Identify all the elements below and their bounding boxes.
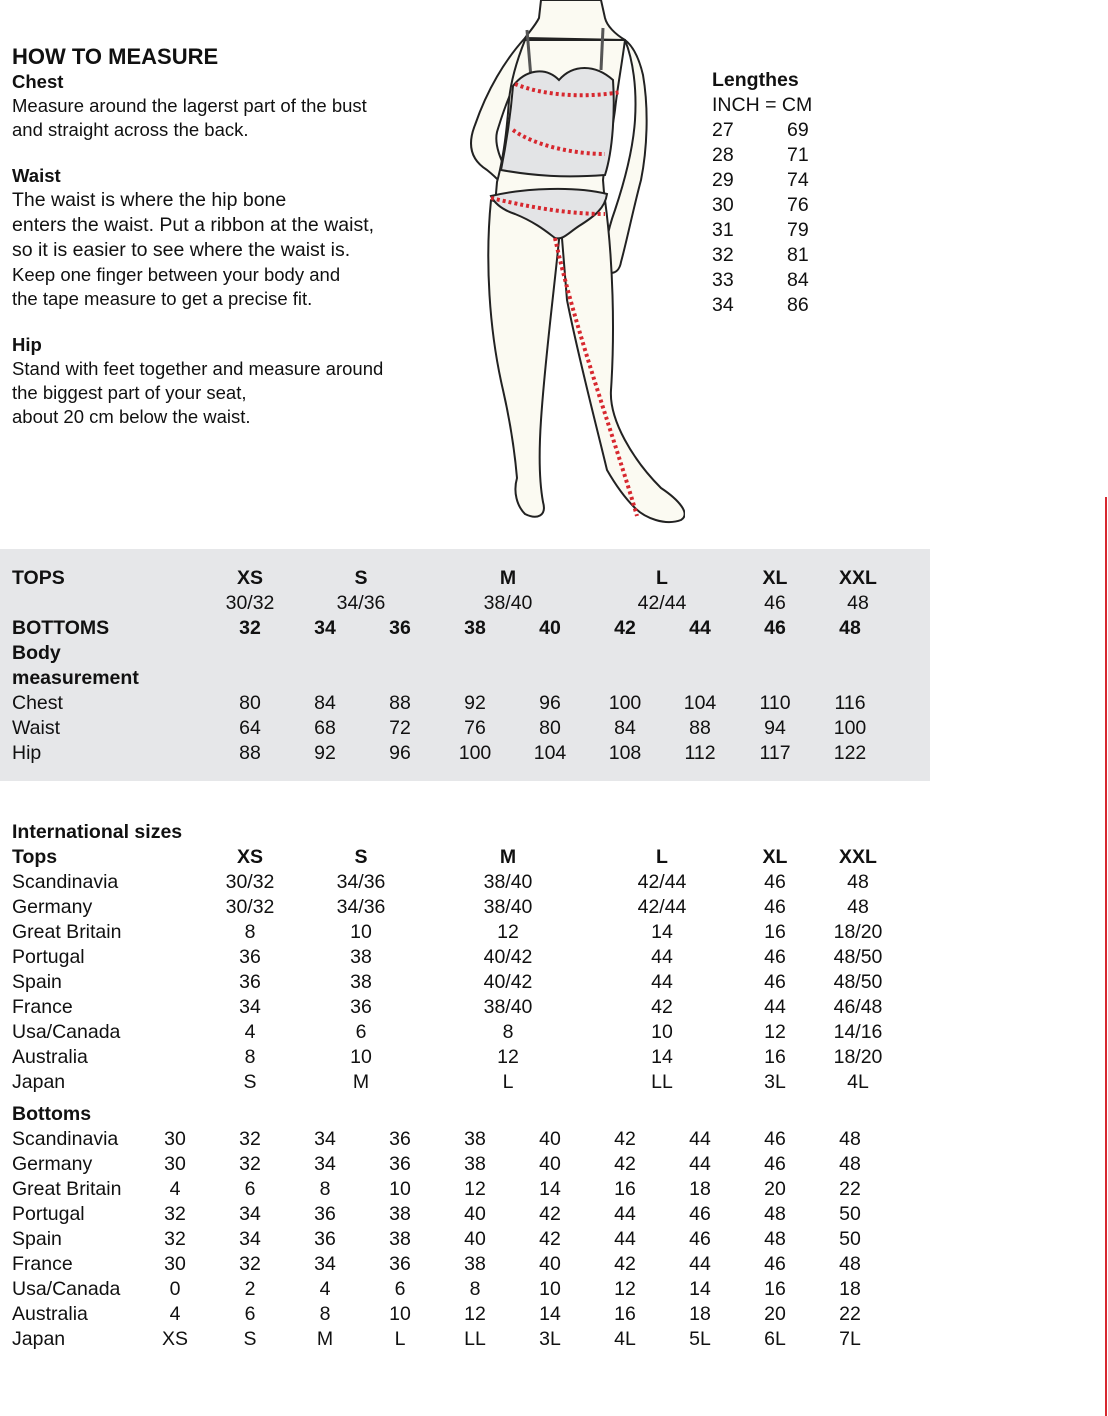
- cm-value: 69: [787, 119, 809, 141]
- measurement-cell: 108: [608, 742, 642, 764]
- intl-bottoms-cell: 30: [164, 1153, 186, 1175]
- country-label: Germany: [12, 896, 93, 918]
- intl-bottoms-cell: 14: [539, 1178, 561, 1200]
- inch-value: 33: [712, 269, 734, 291]
- intl-bottoms-cell: 32: [239, 1128, 261, 1150]
- intl-bottoms-cell: 12: [464, 1303, 486, 1325]
- tops-size-number: 46: [764, 592, 786, 614]
- intl-tops-cell: 34/36: [336, 896, 386, 918]
- instruction-line: the tape measure to get a precise fit.: [12, 288, 313, 309]
- country-label: Spain: [12, 971, 62, 993]
- measurement-cell: 64: [239, 717, 261, 739]
- measurement-cell: 88: [239, 742, 261, 764]
- bottoms-size-header: 38: [464, 617, 486, 639]
- intl-tops-cell: 36: [239, 946, 261, 968]
- intl-bottoms-cell: 16: [614, 1303, 636, 1325]
- inch-value: 28: [712, 144, 734, 166]
- instruction-line: Keep one finger between your body and: [12, 264, 341, 285]
- hip-instructions: [12, 333, 472, 429]
- intl-bottoms-cell: 38: [389, 1228, 411, 1250]
- measurement-cell: 100: [833, 717, 867, 739]
- intl-bottoms-cell: 46: [764, 1153, 786, 1175]
- intl-bottoms-cell: 30: [164, 1128, 186, 1150]
- measurement-cell: 116: [834, 692, 866, 714]
- country-label: France: [12, 996, 73, 1018]
- intl-tops-cell: 12: [497, 1046, 519, 1068]
- intl-bottoms-cell: 36: [389, 1253, 411, 1275]
- intl-bottoms-cell: 12: [614, 1278, 636, 1300]
- intl-bottoms-cell: 42: [614, 1153, 636, 1175]
- instruction-line: and straight across the back.: [12, 119, 249, 140]
- tops-label: TOPS: [12, 567, 65, 589]
- country-label: Great Britain: [12, 1178, 122, 1200]
- country-label: Usa/Canada: [12, 1278, 121, 1300]
- intl-bottoms-cell: 44: [614, 1203, 636, 1225]
- intl-tops-cell: 38/40: [483, 871, 533, 893]
- intl-tops-cell: 44: [764, 996, 786, 1018]
- intl-tops-cell: 42: [651, 996, 673, 1018]
- country-label: France: [12, 1253, 73, 1275]
- cm-value: 86: [787, 294, 809, 316]
- intl-tops-cell: 46: [764, 946, 786, 968]
- body-figure-illustration: [455, 0, 685, 530]
- country-label: Usa/Canada: [12, 1021, 121, 1043]
- intl-bottoms-cell: 12: [464, 1178, 486, 1200]
- inch-value: 29: [712, 169, 734, 191]
- intl-bottoms-cell: 44: [614, 1228, 636, 1250]
- intl-bottoms-cell: 46: [764, 1128, 786, 1150]
- intl-bottoms-cell: 22: [839, 1303, 861, 1325]
- intl-bottoms-cell: 16: [764, 1278, 786, 1300]
- intl-bottoms-cell: 8: [319, 1303, 331, 1325]
- bottoms-size-header: 40: [539, 617, 561, 639]
- international-title: International sizes: [12, 821, 183, 843]
- intl-bottoms-cell: 18: [839, 1278, 861, 1300]
- measurement-cell: 80: [239, 692, 261, 714]
- intl-bottoms-cell: 30: [164, 1253, 186, 1275]
- measurement-cell: 104: [683, 692, 717, 714]
- intl-bottoms-cell: 48: [839, 1253, 861, 1275]
- intl-bottoms-cell: 32: [239, 1253, 261, 1275]
- intl-bottoms-cell: 14: [689, 1278, 711, 1300]
- bottoms-size-header: 44: [689, 617, 711, 639]
- intl-tops-cell: 18/20: [833, 921, 883, 943]
- intl-tops-cell: S: [243, 1071, 257, 1093]
- intl-bottoms-cell: 46: [689, 1203, 711, 1225]
- intl-tops-cell: 34/36: [336, 871, 386, 893]
- lengths-row: [712, 118, 812, 143]
- intl-tops-cell: 8: [244, 921, 256, 943]
- bottoms-label: BOTTOMS: [12, 617, 110, 639]
- intl-bottoms-cell: 34: [314, 1128, 336, 1150]
- tops-size-number: 34/36: [336, 592, 386, 614]
- intl-tops-cell: 42/44: [637, 896, 687, 918]
- intl-bottoms-cell: 10: [539, 1278, 561, 1300]
- lengths-row: [712, 168, 812, 193]
- intl-tops-size-header: XS: [236, 846, 263, 868]
- cm-value: 81: [787, 244, 809, 266]
- intl-bottoms-cell: 14: [539, 1303, 561, 1325]
- country-label: Japan: [12, 1071, 66, 1093]
- cm-value: 84: [787, 269, 809, 291]
- intl-tops-cell: 12: [764, 1021, 786, 1043]
- intl-tops-cell: 38: [350, 971, 372, 993]
- country-label: Japan: [12, 1328, 66, 1350]
- chest-instructions: [12, 70, 472, 142]
- intl-bottoms-cell: 40: [539, 1128, 561, 1150]
- intl-tops-cell: 4: [244, 1021, 256, 1043]
- intl-bottoms-cell: 4L: [614, 1328, 636, 1350]
- bottoms-size-header: 32: [239, 617, 261, 639]
- lengths-row: [712, 218, 812, 243]
- intl-bottoms-cell: 6: [244, 1178, 256, 1200]
- intl-bottoms-cell: 20: [764, 1303, 786, 1325]
- tops-size-number: 48: [847, 592, 869, 614]
- intl-tops-cell: 48/50: [833, 971, 883, 993]
- measurement-cell: 92: [464, 692, 486, 714]
- intl-tops-cell: 46: [764, 971, 786, 993]
- intl-tops-cell: 44: [651, 946, 673, 968]
- intl-bottoms-cell: 2: [244, 1278, 256, 1300]
- cm-value: 74: [787, 169, 809, 191]
- waist-instructions: [12, 164, 472, 311]
- intl-bottoms-cell: 6: [394, 1278, 406, 1300]
- tops-size-number: 30/32: [225, 592, 275, 614]
- cm-value: 79: [787, 219, 809, 241]
- country-label: Australia: [12, 1046, 88, 1068]
- measurement-cell: 94: [764, 717, 786, 739]
- intl-bottoms-cell: 32: [164, 1203, 186, 1225]
- measurement-cell: 100: [458, 742, 492, 764]
- measurement-row-label: Hip: [12, 742, 42, 764]
- intl-tops-size-header: L: [656, 846, 668, 868]
- tops-size-header: M: [499, 567, 517, 589]
- intl-bottoms-cell: 38: [464, 1128, 486, 1150]
- intl-bottoms-cell: 44: [689, 1153, 711, 1175]
- intl-tops-cell: 14: [651, 921, 673, 943]
- red-border-line: [1105, 497, 1107, 1416]
- intl-bottoms-cell: 7L: [839, 1328, 861, 1350]
- intl-tops-cell: 4L: [847, 1071, 869, 1093]
- instruction-line: Stand with feet together and measure around: [12, 358, 384, 379]
- intl-bottoms-cell: 32: [164, 1228, 186, 1250]
- intl-bottoms-cell: 46: [689, 1228, 711, 1250]
- measurement-cell: 122: [833, 742, 867, 764]
- intl-bottoms-cell: 36: [389, 1153, 411, 1175]
- country-label: Scandinavia: [12, 1128, 119, 1150]
- measurement-cell: 92: [314, 742, 336, 764]
- country-label: Portugal: [12, 1203, 85, 1225]
- bottoms-size-header: 42: [614, 617, 636, 639]
- intl-bottoms-cell: 34: [239, 1203, 261, 1225]
- intl-tops-cell: 18/20: [833, 1046, 883, 1068]
- intl-bottoms-cell: 4: [169, 1303, 181, 1325]
- intl-bottoms-cell: 6L: [764, 1328, 786, 1350]
- intl-tops-size-header: XL: [762, 846, 788, 868]
- intl-bottoms-cell: 6: [244, 1303, 256, 1325]
- intl-bottoms-cell: 34: [239, 1228, 261, 1250]
- inch-value: 31: [712, 219, 734, 241]
- intl-bottoms-cell: 40: [464, 1203, 486, 1225]
- intl-tops-cell: 44: [651, 971, 673, 993]
- body-measurement-label: measurement: [12, 667, 139, 689]
- intl-bottoms-cell: 36: [314, 1228, 336, 1250]
- intl-tops-cell: 46/48: [833, 996, 883, 1018]
- intl-tops-cell: 48: [847, 896, 869, 918]
- intl-tops-cell: 12: [497, 921, 519, 943]
- intl-tops-cell: 34: [239, 996, 261, 1018]
- intl-tops-cell: 8: [244, 1046, 256, 1068]
- measurement-cell: 110: [759, 692, 791, 714]
- cm-value: 71: [787, 144, 809, 166]
- intl-bottoms-cell: 50: [839, 1228, 861, 1250]
- country-label: Germany: [12, 1153, 93, 1175]
- intl-tops-cell: 38: [350, 946, 372, 968]
- intl-bottoms-cell: XS: [161, 1328, 188, 1350]
- lengths-row: [712, 268, 812, 293]
- measurement-cell: 68: [314, 717, 336, 739]
- measurement-cell: 112: [684, 742, 716, 764]
- page-title: HOW TO MEASURE: [12, 44, 219, 69]
- tops-size-header: XS: [236, 567, 263, 589]
- intl-bottoms-cell: 40: [539, 1253, 561, 1275]
- instruction-line: the biggest part of your seat,: [12, 382, 247, 403]
- intl-bottoms-cell: 48: [764, 1203, 786, 1225]
- hip-heading: Hip: [12, 334, 42, 355]
- country-label: Spain: [12, 1228, 62, 1250]
- intl-tops-size-header: XXL: [839, 846, 877, 868]
- intl-tops-cell: 14/16: [833, 1021, 883, 1043]
- intl-bottoms-cell: 8: [319, 1178, 331, 1200]
- instruction-line: so it is easier to see where the waist is.: [12, 239, 351, 261]
- measurement-row-label: Chest: [12, 692, 63, 714]
- tops-size-number: 38/40: [483, 592, 533, 614]
- lengths-row: [712, 243, 812, 268]
- measurement-cell: 117: [759, 742, 791, 764]
- intl-bottoms-cell: 46: [764, 1253, 786, 1275]
- measurement-cell: 96: [539, 692, 561, 714]
- intl-tops-cell: 16: [764, 1046, 786, 1068]
- intl-bottoms-label: Bottoms: [12, 1103, 92, 1125]
- intl-bottoms-cell: 32: [239, 1153, 261, 1175]
- intl-bottoms-cell: 44: [689, 1128, 711, 1150]
- tops-size-header: S: [354, 567, 368, 589]
- intl-bottoms-cell: 38: [464, 1253, 486, 1275]
- intl-bottoms-cell: 48: [764, 1228, 786, 1250]
- measurement-cell: 96: [389, 742, 411, 764]
- intl-bottoms-cell: 38: [389, 1203, 411, 1225]
- measurement-cell: 88: [389, 692, 411, 714]
- intl-tops-cell: 16: [764, 921, 786, 943]
- intl-tops-cell: 48: [847, 871, 869, 893]
- intl-bottoms-cell: 40: [539, 1153, 561, 1175]
- intl-bottoms-cell: 42: [614, 1128, 636, 1150]
- intl-tops-cell: 10: [350, 1046, 372, 1068]
- tops-size-header: XL: [762, 567, 788, 589]
- intl-tops-cell: 46: [764, 871, 786, 893]
- intl-bottoms-cell: 40: [464, 1228, 486, 1250]
- intl-bottoms-cell: 34: [314, 1153, 336, 1175]
- intl-tops-cell: 40/42: [483, 946, 533, 968]
- intl-tops-cell: 36: [350, 996, 372, 1018]
- measurement-cell: 84: [314, 692, 336, 714]
- lengths-row: [712, 193, 812, 218]
- measurement-cell: 84: [614, 717, 636, 739]
- intl-tops-cell: 30/32: [225, 896, 275, 918]
- intl-tops-cell: 38/40: [483, 996, 533, 1018]
- intl-tops-cell: 38/40: [483, 896, 533, 918]
- lengths-subtitle: INCH = CM: [712, 94, 813, 116]
- intl-tops-cell: 40/42: [483, 971, 533, 993]
- intl-bottoms-cell: 3L: [539, 1328, 561, 1350]
- intl-bottoms-cell: 42: [614, 1253, 636, 1275]
- intl-tops-cell: 14: [651, 1046, 673, 1068]
- inch-value: 30: [712, 194, 734, 216]
- lengths-row: [712, 143, 812, 168]
- intl-tops-cell: 42/44: [637, 871, 687, 893]
- bottoms-size-header: 46: [764, 617, 786, 639]
- tops-size-header: L: [656, 567, 668, 589]
- intl-bottoms-cell: 48: [839, 1153, 861, 1175]
- intl-bottoms-cell: 38: [464, 1153, 486, 1175]
- intl-bottoms-cell: S: [243, 1328, 257, 1350]
- intl-tops-cell: 48/50: [833, 946, 883, 968]
- waist-heading: Waist: [12, 165, 61, 186]
- instruction-line: about 20 cm below the waist.: [12, 406, 251, 427]
- intl-tops-cell: LL: [651, 1071, 673, 1093]
- intl-bottoms-cell: 42: [539, 1228, 561, 1250]
- intl-tops-cell: 3L: [764, 1071, 786, 1093]
- intl-bottoms-cell: 18: [689, 1303, 711, 1325]
- country-label: Great Britain: [12, 921, 122, 943]
- bottoms-size-header: 36: [389, 617, 411, 639]
- intl-bottoms-cell: 10: [389, 1178, 411, 1200]
- measurement-cell: 104: [533, 742, 567, 764]
- intl-bottoms-cell: 16: [614, 1178, 636, 1200]
- country-label: Scandinavia: [12, 871, 119, 893]
- intl-tops-cell: L: [502, 1071, 514, 1093]
- measurement-cell: 88: [689, 717, 711, 739]
- lengths-table: [712, 68, 812, 318]
- intl-tops-cell: 6: [355, 1021, 367, 1043]
- intl-tops-cell: 36: [239, 971, 261, 993]
- intl-bottoms-cell: 0: [169, 1278, 181, 1300]
- intl-bottoms-cell: 50: [839, 1203, 861, 1225]
- intl-bottoms-cell: 20: [764, 1178, 786, 1200]
- intl-tops-cell: 10: [651, 1021, 673, 1043]
- intl-bottoms-cell: 10: [389, 1303, 411, 1325]
- chest-heading: Chest: [12, 71, 64, 92]
- intl-tops-cell: 10: [350, 921, 372, 943]
- instruction-line: The waist is where the hip bone: [12, 189, 287, 211]
- intl-tops-cell: 8: [502, 1021, 514, 1043]
- country-label: Australia: [12, 1303, 88, 1325]
- measurement-row-label: Waist: [12, 717, 61, 739]
- intl-tops-cell: 46: [764, 896, 786, 918]
- intl-bottoms-cell: L: [394, 1328, 406, 1350]
- cm-value: 76: [787, 194, 809, 216]
- measurement-cell: 80: [539, 717, 561, 739]
- body-measurement-label: Body: [12, 642, 61, 664]
- intl-bottoms-cell: 42: [539, 1203, 561, 1225]
- bottoms-size-header: 34: [314, 617, 336, 639]
- instruction-line: enters the waist. Put a ribbon at the waist,: [12, 214, 375, 236]
- intl-bottoms-cell: 34: [314, 1253, 336, 1275]
- intl-tops-size-header: M: [499, 846, 517, 868]
- measurement-cell: 100: [608, 692, 642, 714]
- intl-bottoms-cell: 4: [319, 1278, 331, 1300]
- inch-value: 27: [712, 119, 734, 141]
- intl-bottoms-cell: M: [316, 1328, 334, 1350]
- inch-value: 34: [712, 294, 734, 316]
- tops-size-number: 42/44: [637, 592, 687, 614]
- intl-bottoms-cell: 5L: [689, 1328, 711, 1350]
- intl-bottoms-cell: 36: [314, 1203, 336, 1225]
- intl-tops-cell: M: [352, 1071, 370, 1093]
- measurement-cell: 72: [389, 717, 411, 739]
- intl-tops-size-header: S: [354, 846, 368, 868]
- intl-bottoms-cell: 4: [169, 1178, 181, 1200]
- lengths-title: Lengthes: [712, 69, 799, 91]
- intl-bottoms-cell: LL: [464, 1328, 486, 1350]
- intl-bottoms-cell: 8: [469, 1278, 481, 1300]
- intl-bottoms-cell: 48: [839, 1128, 861, 1150]
- intl-bottoms-cell: 36: [389, 1128, 411, 1150]
- country-label: Portugal: [12, 946, 85, 968]
- lengths-row: [712, 293, 812, 318]
- intl-bottoms-cell: 22: [839, 1178, 861, 1200]
- intl-tops-label: Tops: [12, 846, 58, 868]
- intl-bottoms-cell: 18: [689, 1178, 711, 1200]
- intl-bottoms-cell: 44: [689, 1253, 711, 1275]
- tops-size-header: XXL: [839, 567, 877, 589]
- intl-tops-cell: 30/32: [225, 871, 275, 893]
- inch-value: 32: [712, 244, 734, 266]
- instruction-line: Measure around the lagerst part of the bust: [12, 95, 367, 116]
- measurement-cell: 76: [464, 717, 486, 739]
- bottoms-size-header: 48: [839, 617, 861, 639]
